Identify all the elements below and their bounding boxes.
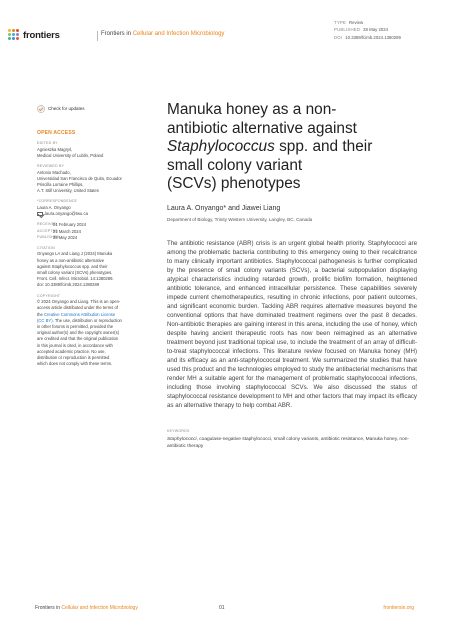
title-line: (SCVs) phenotypes [167,175,301,192]
citation-section [37,246,137,289]
title-genus: Staphylococcus [167,138,275,155]
copyright-line: distribution or reproduction is permitted [37,354,110,360]
reviewed-by-line: Priscilla Lorraine Phillips, [37,182,84,188]
citation-line: Onyango LA and Liang J (2024) Manuka [37,251,113,257]
journal-prefix: Frontiers in [101,31,133,37]
header-divider [97,31,98,41]
reviewed-by-line: Universidad San Francisco de Quito, Ecuador [37,175,122,181]
page-header [0,0,452,64]
copyright-line: © 2024 Onyango and Liang. This is an open- [37,299,121,305]
copyright-line: are credited and that the original publication [37,336,119,342]
footer-site-link[interactable]: frontiersin.org [383,605,414,611]
keywords-label: KEYWORDS [167,429,190,434]
reviewed-by-line: Antonio Machado, [37,169,71,175]
type-value: Review [349,20,364,25]
doi-value[interactable]: 10.3389/fcimb.2024.1380289 [345,34,401,40]
published-date-label: PUBLISHED [37,234,60,239]
frontiers-logo-icon [8,29,20,41]
citation-line: small colony variant (SCVs) phenotypes. [37,270,113,276]
article-meta [334,19,401,41]
title-line: antibiotic alternative against [167,119,357,137]
check-updates-icon [37,105,45,113]
edited-by-section [37,141,137,159]
copyright-section [37,294,137,368]
copyright-line: in this journal is cited, in accordance with [37,342,113,348]
mail-icon [37,212,43,216]
edited-by-line: Medical University of Lublin, Poland [37,152,104,158]
citation-line: doi: 10.3389/fcimb.2024.1380289 [37,282,100,288]
received-value: 01 February 2024 [53,222,87,228]
correspondence-email[interactable]: laura.onyango@twu.ca [45,211,88,217]
article-title [167,101,417,194]
copyright-the: the [37,311,44,317]
edited-by-line: Agnieszka Magryś, [37,146,73,152]
citation-line: Front. Cell. Infect. Microbiol. 14:1380289. [37,276,114,282]
page-number: 01 [219,605,225,611]
dates-section [37,222,137,241]
copyright-line: original author(s) and the copyright owner(s) [37,330,120,336]
published-value: 28 May 2024 [363,27,389,33]
open-access-label: OPEN ACCESS [37,130,76,136]
check-updates-label: Check for updates [48,105,85,111]
correspondence-section [37,199,137,217]
citation-line: honey as a non-antibiotic alternative [37,257,105,263]
copyright-line: which does not comply with these terms. [37,361,113,367]
cc-license-link[interactable]: Creative Commons Attribution License [44,311,116,317]
article-abstract: The antibiotic resistance (ABR) crisis is an urgent global health priority. Staphylococci are among the problematic bacteria contributing to this emergency owing to their recalcitrance to many clinically important antibiotics. Staphylococcal pathogenesis is further complicated by the presence of small colony variants (SCVs), a bacterial subpopulation displaying atypical characteristics including retarded growth, prolific biofilm formation, heightened antibiotic tolerance, and enhanced intracellular persistence. These capabilities severely impede current chemotherapeutics, resulting in chronic infections, poor patient outcomes, and significant economic burden. Tackling ABR requires alternative measures beyond the conventional options that have dominated treatment regimens over the past 8 decades. Non-antibiotic therapies are gaining interest in this arena, including the use of honey, which despite having ancient therapeutic roots has now been reimagined as an alternative treatment beyond just traditional topical use, to include the treatment of an array of difficult-to-treat staphylococcal infections. This literature review focused on Manuka honey (MH) and its efficacy as an anti-staphylococcal treatment. We summarized the studies that have used this product and the technologies employed to study the antibacterial mechanisms that render MH a suitable agent for the management of problematic staphylococcal infections, including those involving staphylococcal SCVs. We also discussed the status of staphylococcal resistance development to MH and other factors that may impact its efficacy as an alternative therapy to help combat ABR. [167,239,417,410]
article-affiliation: Department of Biology, Trinity Western University, Langley, BC, Canada [167,216,313,222]
copyright-text: . The use, distribution or reproduction [52,317,122,323]
title-line-rest: spp. and their [274,138,373,155]
logo-text: frontiers [23,29,60,41]
published-label: PUBLISHED [334,27,361,33]
keywords [167,436,417,450]
journal-title: Cellular and Infection Microbiology [132,31,225,37]
keywords-rest: , coagulase-negative staphylococci, small colony variants, antibiotic resistance, Manuka honey, non-antibiotic therapy [167,437,410,450]
copyright-label: COPYRIGHT [37,293,61,298]
correspondence-email-row[interactable] [37,211,137,217]
type-label: TYPE [334,20,347,25]
title-line: small colony variant [167,156,303,174]
correspondence-name: Laura A. Onyango [37,204,71,210]
check-for-updates-button[interactable] [37,104,137,114]
title-line [167,138,417,157]
edited-by-label: EDITED BY [37,141,58,146]
page-footer [0,605,452,617]
accepted-value: 21 March 2024 [53,228,81,234]
citation-line: against Staphylococcus spp. and their [37,263,108,269]
copyright-line: accepted academic practice. No use, [37,348,106,354]
received-label: RECEIVED [37,222,57,227]
copyright-line: access article distributed under the terms of [37,305,118,311]
reviewed-by-line: A.T. Still University, United States [37,188,99,194]
doi-label: DOI [334,34,343,40]
article-authors[interactable]: Laura A. Onyango* and Jiawei Liang [167,204,281,212]
published-date-value: 28 May 2024 [53,234,78,240]
reviewed-by-label: REVIEWED BY [37,164,65,169]
footer-journal[interactable] [35,605,138,611]
frontiers-logo[interactable] [8,29,60,41]
footer-journal-name: Cellular and Infection Microbiology [61,605,138,611]
footer-journal-prefix: Frontiers in [35,605,62,611]
title-line: Manuka honey as a non- [167,101,337,118]
cc-by-link[interactable]: (CC BY) [37,317,53,323]
accepted-label: ACCEPTED [37,228,59,233]
keyword-italic: Staphylococci [167,437,197,443]
article-main [167,101,417,450]
sidebar [37,104,137,367]
copyright-line: in other forums is permitted, provided the [37,323,114,329]
journal-name[interactable] [101,31,224,37]
correspondence-label: *CORRESPONDENCE [37,199,78,204]
reviewed-by-section [37,164,137,194]
citation-label: CITATION [37,245,55,250]
